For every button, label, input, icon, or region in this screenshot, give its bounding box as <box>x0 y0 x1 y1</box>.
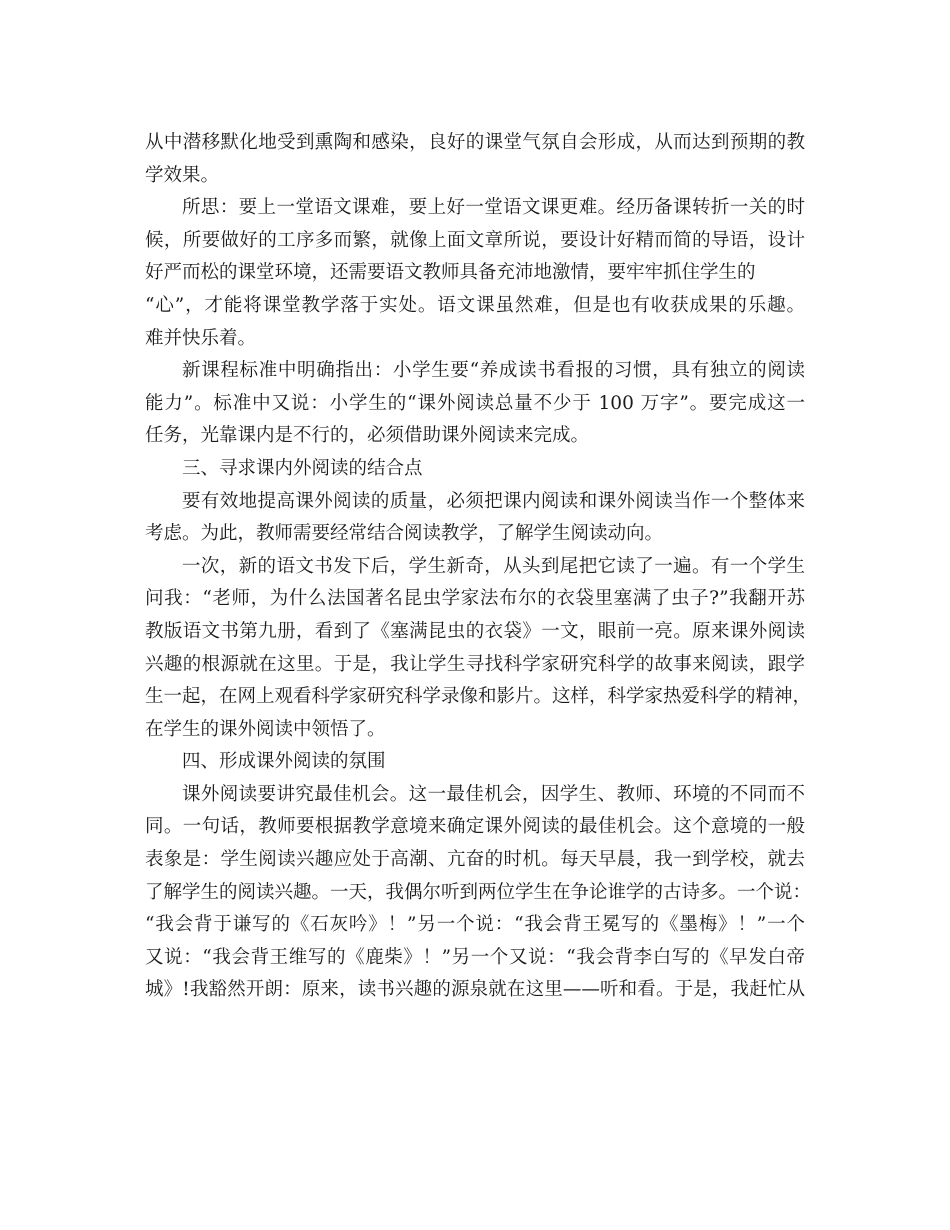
text-line: 候，所要做好的工序多而繁，就像上面文章所说，要设计好精而简的导语，设计 <box>145 229 805 251</box>
text-line: 城》!我豁然开朗：原来，读书兴趣的源泉就在这里——听和看。于是，我赶忙从 <box>145 979 805 1001</box>
text-line: 要有效地提高课外阅读的质量，必须把课内阅读和课外阅读当作一个整体来 <box>182 490 805 512</box>
text-line: 三、寻求课内外阅读的结合点 <box>182 457 423 479</box>
text-line: 学效果。 <box>145 164 220 186</box>
text-line: “心”，才能将课堂教学落于实处。语文课虽然难，但是也有收获成果的乐趣。 <box>145 294 805 316</box>
text-line: 所思：要上一堂语文课难，要上好一堂语文课更难。经历备课转折一关的时 <box>182 197 805 219</box>
text-line: 从中潜移默化地受到熏陶和感染，良好的课堂气氛自会形成，从而达到预期的教 <box>145 132 805 153</box>
text-line: 考虑。为此，教师需要经常结合阅读教学，了解学生阅读动向。 <box>145 523 664 545</box>
text-line: 又说：“我会背王维写的《鹿柴》！”另一个又说：“我会背李白写的《早发白帝 <box>145 946 805 968</box>
text-line: “我会背于谦写的《石灰吟》！”另一个说：“我会背王冕写的《墨梅》！”一个 <box>145 914 805 936</box>
text-line: 能力”。标准中又说：小学生的“课外阅读总量不少于 100 万字”。要完成这一 <box>145 392 805 414</box>
text-line: 任务，光靠课内是不行的，必须借助课外阅读来完成。 <box>145 425 590 447</box>
text-line: 生一起，在网上观看科学家研究科学录像和影片。这样，科学家热爱科学的精神， <box>145 686 812 708</box>
text-line: 四、形成课外阅读的氛围 <box>182 751 386 773</box>
text-line: 表象是：学生阅读兴趣应处于高潮、亢奋的时机。每天早晨，我一到学校，就去 <box>145 849 805 871</box>
text-line: 难并快乐着。 <box>145 327 257 349</box>
text-line: 问我：“老师，为什么法国著名昆虫学家法布尔的衣袋里塞满了虫子?”我翻开苏 <box>145 588 805 610</box>
text-line: 课外阅读要讲究最佳机会。这一最佳机会，因学生、教师、环境的不同而不 <box>182 783 805 805</box>
text-line: 兴趣的根源就在这里。于是，我让学生寻找科学家研究科学的故事来阅读，跟学 <box>145 653 805 675</box>
text-line: 好严而松的课堂环境，还需要语文教师具备充沛地激情，要牢牢抓住学生的 <box>145 262 756 284</box>
text-line: 一次，新的语文书发下后，学生新奇，从头到尾把它读了一遍。有一个学生 <box>182 555 805 577</box>
text-line: 教版语文书第九册，看到了《塞满昆虫的衣袋》一文，眼前一亮。原来课外阅读 <box>145 620 805 642</box>
text-line: 新课程标准中明确指出：小学生要“养成读书看报的习惯，具有独立的阅读 <box>182 360 805 382</box>
document-body <box>145 127 812 1007</box>
text-line: 在学生的课外阅读中领悟了。 <box>145 718 386 740</box>
text-line: 同。一句话，教师要根据教学意境来确定课外阅读的最佳机会。这个意境的一般 <box>145 816 805 838</box>
text-line: 了解学生的阅读兴趣。一天，我偶尔听到两位学生在争论谁学的古诗多。一个说： <box>145 881 812 903</box>
